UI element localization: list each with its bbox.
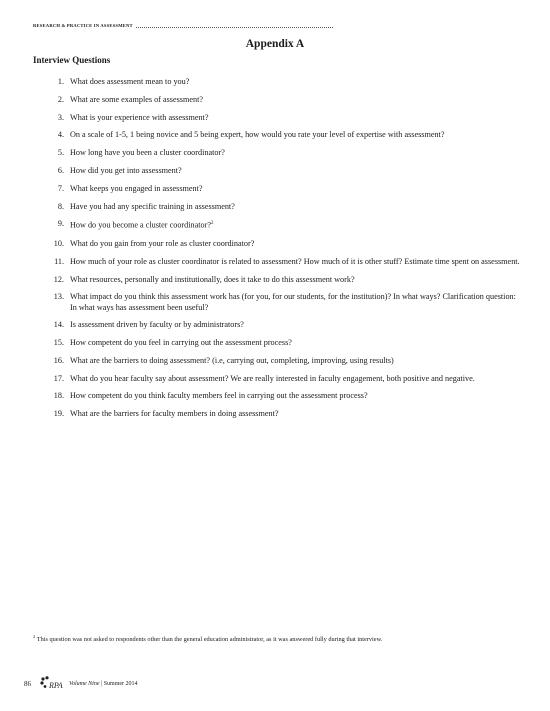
question-text-body: Is assessment driven by faculty or by administrators? bbox=[70, 320, 244, 330]
question-item bbox=[40, 77, 520, 87]
section-heading: Interview Questions bbox=[33, 55, 111, 65]
question-number: 10. bbox=[53, 238, 64, 248]
question-text-body: How competent do you think faculty members feel in carrying out the assessment process? bbox=[70, 391, 368, 401]
question-text-body: What keeps you engaged in assessment? bbox=[70, 183, 203, 193]
page-number: 86 bbox=[24, 680, 31, 688]
question-text-body: What do you hear faculty say about assessment? We are really interested in faculty engagement, both positive and negative. bbox=[70, 373, 475, 383]
question-text-body: What impact do you think this assessment work has (for you, for our students, for the institution)? In what ways? Clarification question: In what ways has assessment been useful? bbox=[70, 292, 516, 312]
question-item bbox=[40, 202, 520, 212]
running-header-rule bbox=[136, 24, 333, 28]
question-text bbox=[70, 356, 520, 366]
question-number: 15. bbox=[53, 338, 64, 348]
question-number: 1. bbox=[57, 77, 64, 86]
question-text bbox=[70, 391, 520, 401]
question-text bbox=[70, 409, 520, 419]
question-text-body: What is your experience with assessment? bbox=[70, 112, 209, 122]
question-number: 2. bbox=[57, 94, 64, 104]
footnote-text: This question was not asked to respondents other than the general education administrator, as it was answered fully during that interview. bbox=[36, 636, 383, 644]
rpa-logo-icon bbox=[39, 676, 65, 692]
question-text-body: What are some examples of assessment? bbox=[70, 94, 203, 104]
question-text-body: What are the barriers for faculty members in doing assessment? bbox=[70, 409, 279, 419]
question-number: 18. bbox=[53, 391, 64, 401]
question-text-body: On a scale of 1-5, 1 being novice and 5 being expert, how would you rate your level of expertise with assessment? bbox=[70, 130, 445, 140]
question-number: 3. bbox=[57, 112, 64, 122]
question-text bbox=[70, 374, 520, 384]
question-item bbox=[40, 113, 520, 123]
running-header-label: RESEARCH & PRACTICE IN ASSESSMENT bbox=[33, 23, 133, 28]
question-item bbox=[40, 320, 520, 330]
question-text-body: What do you gain from your role as cluster coordinator? bbox=[70, 238, 255, 248]
footnote-marker: 2 bbox=[33, 634, 36, 639]
question-text bbox=[70, 184, 520, 194]
question-item bbox=[40, 374, 520, 384]
question-text bbox=[70, 95, 520, 105]
question-text bbox=[70, 320, 520, 330]
question-number: 13. bbox=[53, 292, 64, 302]
logo-text: RPA bbox=[49, 681, 63, 690]
question-item bbox=[40, 219, 520, 231]
question-text bbox=[70, 202, 520, 212]
appendix-title: Appendix A bbox=[245, 38, 305, 50]
question-text-body: How do you become a cluster coordinator? bbox=[70, 221, 211, 231]
question-number: 11. bbox=[54, 256, 64, 266]
question-number: 6. bbox=[57, 165, 64, 175]
question-text bbox=[70, 77, 520, 87]
question-item bbox=[40, 275, 520, 285]
question-text bbox=[70, 239, 520, 249]
question-list bbox=[40, 77, 520, 427]
question-number: 17. bbox=[53, 373, 64, 383]
question-item bbox=[40, 239, 520, 249]
question-text-body: How competent do you feel in carrying out the assessment process? bbox=[70, 338, 292, 348]
page-footer bbox=[24, 676, 138, 692]
issue-separator: | bbox=[99, 681, 104, 687]
question-number: 12. bbox=[53, 274, 64, 284]
question-number: 4. bbox=[57, 130, 64, 140]
question-text bbox=[70, 130, 520, 140]
question-number: 8. bbox=[57, 201, 64, 211]
question-item bbox=[40, 257, 520, 267]
question-item bbox=[40, 130, 520, 140]
question-item bbox=[40, 338, 520, 348]
season-label: Summer 2014 bbox=[103, 681, 138, 687]
question-text bbox=[70, 148, 520, 158]
question-text bbox=[70, 338, 520, 348]
question-text-body: How did you get into assessment? bbox=[70, 165, 182, 175]
question-item bbox=[40, 292, 520, 312]
question-text-body: How much of your role as cluster coordinator is related to assessment? How much of it is other stuff? Estimate time spent on assessment. bbox=[70, 256, 520, 266]
question-number: 9. bbox=[57, 219, 64, 229]
question-number: 5. bbox=[57, 148, 64, 158]
footnote-ref: 2 bbox=[210, 221, 214, 227]
question-item bbox=[40, 148, 520, 158]
question-text-body: What resources, personally and institutionally, does it take to do this assessment work? bbox=[70, 274, 355, 284]
question-text bbox=[70, 275, 520, 285]
question-item bbox=[40, 409, 520, 419]
question-text-body: What are the barriers to doing assessment? (i.e, carrying out, completing, improving, using results) bbox=[70, 355, 394, 365]
question-text-body: How long have you been a cluster coordinator? bbox=[70, 148, 225, 158]
volume-label: Volume Nine bbox=[69, 681, 100, 687]
question-number: 7. bbox=[57, 183, 64, 193]
question-text bbox=[70, 113, 520, 123]
question-text bbox=[70, 292, 520, 312]
question-text bbox=[70, 257, 520, 267]
question-text-body: What does assessment mean to you? bbox=[70, 77, 190, 86]
running-header bbox=[33, 23, 333, 28]
question-item bbox=[40, 184, 520, 194]
question-item bbox=[40, 166, 520, 176]
question-text bbox=[70, 166, 520, 176]
question-text-body: Have you had any specific training in assessment? bbox=[70, 201, 235, 211]
question-number: 19. bbox=[53, 409, 64, 419]
question-number: 16. bbox=[53, 355, 64, 365]
question-number: 14. bbox=[53, 320, 64, 330]
footnote bbox=[33, 634, 523, 643]
question-item bbox=[40, 391, 520, 401]
question-item bbox=[40, 356, 520, 366]
question-item bbox=[40, 95, 520, 105]
question-text bbox=[70, 219, 520, 231]
